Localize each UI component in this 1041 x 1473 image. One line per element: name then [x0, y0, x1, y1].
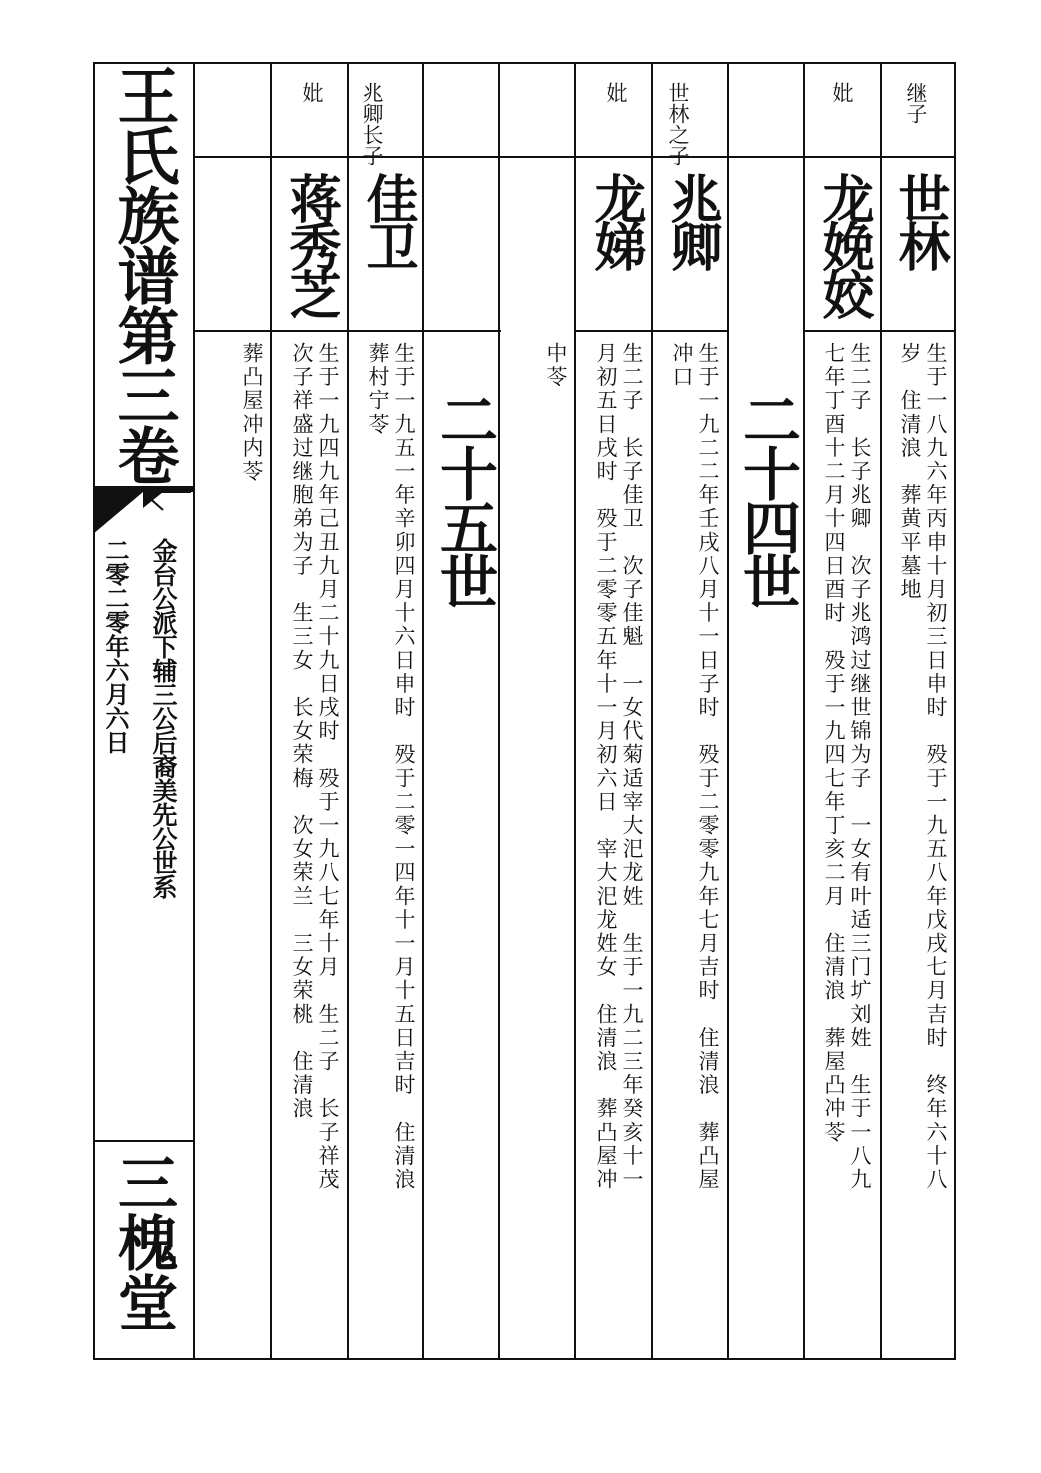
- bio-line: 生二子 长子兆卿 次子兆鸿过继世锦为子 一女有叶适三门圹刘姓 生于一八九: [848, 342, 872, 1192]
- person-name: 世林: [889, 172, 950, 268]
- column-border: [424, 62, 500, 1360]
- column-border: [500, 62, 576, 1360]
- person-name: 龙娣: [585, 172, 646, 268]
- bio-line: 生于一九五一年辛卯四月十六日申时 殁于二零一四年十一月十五日吉时 住清浪: [392, 342, 416, 1192]
- bio-line: 七年丁酉十二月十四日酉时 殁于一九四七年丁亥二月 住清浪 葬屋凸冲苓: [822, 342, 846, 1145]
- generation-heading: 二十四世: [733, 390, 801, 606]
- role-label: 继子: [904, 82, 928, 124]
- book-title: 王氏族谱第三卷: [107, 64, 180, 484]
- person-name: 佳卫: [357, 172, 418, 268]
- role-label: 妣: [604, 82, 628, 103]
- role-label: 妣: [830, 82, 854, 103]
- name-rule-left: [195, 330, 501, 332]
- person-name: 蒋秀芝: [280, 172, 341, 316]
- compile-date: 二零二零年六月六日: [101, 538, 130, 754]
- bio-line: 生于一九二二年壬戌八月十一日子时 殁于二零零九年七月吉时 住清浪 葬凸屋: [696, 342, 720, 1192]
- column-border: [195, 62, 272, 1360]
- generation-heading: 二十五世: [430, 390, 498, 606]
- column-border: [729, 62, 805, 1360]
- bio-line: 生于一八九六年丙申十月初三日申时 殁于一九五八年戊戌七月吉时 终年六十八: [924, 342, 948, 1192]
- bio-line: 中苓: [544, 342, 568, 390]
- bio-line: 生二子 长子佳卫 次子佳魁 一女代菊适宰大汜龙姓 生于一九二三年癸亥十一: [620, 342, 644, 1192]
- chevron-ornament: [93, 488, 193, 534]
- bio-line: 生于一九四九年己丑九月二十九日戌时 殁于一九八七年十月 生二子 长子祥茂: [316, 342, 340, 1192]
- title-panel: [93, 62, 195, 1360]
- bio-line: 岁 住清浪 葬黄平墓地: [898, 342, 922, 602]
- person-name: 兆卿: [661, 172, 722, 268]
- lineage-subtitle: 金台公派下辅三公后裔美先公世系: [149, 538, 178, 898]
- bio-line: 葬凸屋冲内苓: [240, 342, 264, 484]
- bio-line: 冲口: [670, 342, 694, 390]
- role-label: 世林之子: [666, 82, 690, 166]
- header-rule: [195, 156, 956, 158]
- person-name: 龙娩姣: [813, 172, 874, 316]
- hall-divider: [93, 1140, 193, 1142]
- name-rule-mid: [576, 330, 729, 332]
- name-rule-right: [805, 330, 956, 332]
- bio-line: 葬村宁苓: [366, 342, 390, 437]
- role-label: 兆卿长子: [360, 82, 384, 166]
- hall-name: 三槐堂: [108, 1152, 178, 1332]
- bio-line: 月初五日戌时 殁于二零零五年十一月初六日 宰大汜龙姓女 住清浪 葬凸屋冲: [594, 342, 618, 1192]
- role-label: 妣: [300, 82, 324, 103]
- bio-line: 次子祥盛过继胞弟为子 生三女 长女荣梅 次女荣兰 三女荣桃 住清浪: [290, 342, 314, 1121]
